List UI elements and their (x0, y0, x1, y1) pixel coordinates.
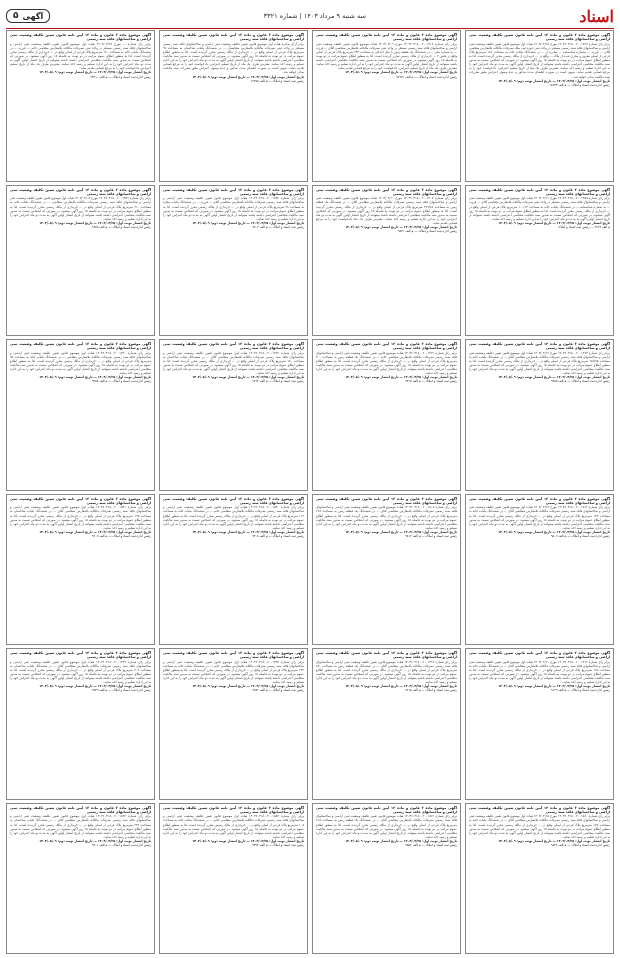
notice-body: برابر رای شماره ۱۴۰۳۶۰۳۱۸۰۰۲۰۰۱۴۷۱ هیات موضوع قانون تعیین تکلیف وضعیت ثبتی اراضی و ساختمانهای فاقد سند رسمی تصرفات مالکانه بلامعارض متقاضی خانم ... در ششدانگ یک قطعه زمین به مساحت ۳۰۰ مترمربع پلاک فرعی از اصلی واقع در ... خریداری از مالک رسمی محرز گردیده است. لذا به منظور اطلاع عموم مراتب در دو نوبت به فاصله ۱۵ روز آگهی میشود. در صورتی که اشخاص نسبت به صدور سند مالکیت متقاضی اعتراضی داشته باشند میتوانند از تاریخ انتشار اولین آگهی به مدت دو ماه اعتراض خود را به این اداره تسلیم و رسید اخذ نمایند. (316, 350, 457, 376)
notice-title: آگهی موضوع ماده ۳ قانون و ماده ۱۳ آیین نامه قانون تعیین تکلیف وضعیت ثبتی اراضی و ساختمانهای فاقد سند رسمی (316, 496, 458, 505)
notice-dates: تاریخ انتشار نوبت اول: ۱۴۰۳/۰۴/۲۵ — تاریخ انتشار نوبت دوم: ۱۴۰۳/۰۵/۰۹ (192, 838, 304, 843)
legal-notice (159, 30, 308, 182)
legal-notice (312, 185, 461, 337)
section-badge (6, 9, 50, 23)
notice-body: برابر رای شماره ۱۴۰۳۶۰۳۱۸۰۰۲۰۰۱۴۹۳ مورخ ۱۴۰۳/۰۴/۱۲ هیات اول موضوع قانون تعیین تکلیف وضعیت ثبتی اراضی و ساختمانهای فاقد سند رسمی تصرفات مالکانه بلامعارض متقاضی آقای ... در ششدانگ یکباب خانه به مساحت ۱۵۶/۷۵ مترمربع پلاک فرعی از اصلی واقع در ... خریداری از مالک رسمی محرز گردیده است. لذا به منظور اطلاع عموم مراتب در دو نوبت به فاصله ۱۵ روز آگهی میشود. در صورتی که اشخاص نسبت به صدور سند مالکیت متقاضی اعتراضی داشته باشند میتوانند از تاریخ انتشار اولین آگهی به مدت دو ماه اعتراض خود را به این اداره تسلیم و رسید اخذ نمایند. (469, 350, 611, 376)
notice-body: برابر رای شماره ۱۴۰۳۶۰۳۱۸۰۰۲۰۰۱۳۵۹ مورخ ۱۴۰۳/۰۴/۰۸ هیات اول موضوع قانون تعیین تکلیف وضعیت ثبتی اراضی و ساختمانهای فاقد سند رسمی تصرفات مالکانه بلامعارض متقاضی ... در ششدانگ یکباب خانه به مساحت ۲۱۰ مترمربع پلاک فرعی از اصلی واقع در ... خریداری از مالک رسمی محرز گردیده است. لذا به منظور اطلاع عموم مراتب در دو نوبت به فاصله ۱۵ روز آگهی میشود. در صورتی که اشخاص نسبت به صدور سند مالکیت متقاضی اعتراضی داشته باشند میتوانند از تاریخ انتشار اولین آگهی به مدت دو ماه اعتراض خود را به این اداره تسلیم و رسید اخذ نمایند. (10, 196, 151, 221)
notice-signature: رئیس اداره ثبت اسناد و املاک — م الف ۹۶۸۸ (91, 224, 151, 229)
notice-signature: رئیس اداره ثبت اسناد و املاک — م الف ۹۴۵۵ (550, 379, 610, 384)
notice-signature: رئیس اداره ثبت اسناد و املاک — م الف ۹۵۳۱ (397, 229, 457, 234)
notice-body: برابر رای شماره ۱۴۰۳۶۰۳۱۸۰۰۲۰۰۱۵۷۱ هیات موضوع قانون تعیین تکلیف وضعیت ثبتی اراضی و ساختمانهای فاقد سند رسمی تصرفات مالکانه بلامعارض متقاضی آقای ... در ششدانگ یک قطعه زمین به مساحت ۲۱۵ مترمربع پلاک فرعی از اصلی واقع در ... خریداری از مالک رسمی محرز گردیده است. لذا به منظور اطلاع عموم مراتب در دو نوبت به فاصله ۱۵ روز آگهی میشود. در صورتی که اشخاص نسبت به صدور سند مالکیت متقاضی اعتراضی داشته باشند میتوانند از تاریخ انتشار اولین آگهی به مدت دو ماه اعتراض خود را به این اداره تسلیم و رسید اخذ نمایند. (316, 814, 457, 839)
notice-body: برابر رای شماره ۱۴۰۳۶۰۳۱۸۰۰۲۰۰۱۵۶۰ مورخ ۱۴۰۳/۰۴/۱۵ هیات اول موضوع قانون تعیین تکلیف وضعیت ثبتی اراضی و ساختمانهای فاقد سند رسمی تصرفات مالکانه بلامعارض متقاضی آقای ... در ششدانگ یکباب خانه به مساحت ۱۷۸ مترمربع پلاک فرعی از اصلی واقع در ... خریداری از مالک رسمی محرز گردیده است. لذا به منظور اطلاع عموم مراتب در دو نوبت به فاصله ۱۵ روز آگهی میشود. در صورتی که اشخاص نسبت به صدور سند مالکیت متقاضی اعتراضی داشته باشند میتوانند از تاریخ انتشار اولین آگهی به مدت دو ماه اعتراض خود را به این اداره تسلیم و رسید اخذ نمایند. (469, 814, 610, 839)
notice-dates: تاریخ انتشار نوبت اول: ۱۴۰۳/۰۴/۲۵ — تاریخ انتشار نوبت دوم: ۱۴۰۳/۰۵/۰۹ (39, 375, 151, 380)
notice-dates: تاریخ انتشار نوبت اول: ۱۴۰۳/۰۴/۲۵ — تاریخ انتشار نوبت دوم: ۱۴۰۳/۰۵/۰۹ (345, 70, 457, 75)
notice-title: آگهی موضوع ماده ۳ قانون و ماده ۱۳ آیین نامه قانون تعیین تکلیف وضعیت ثبتی اراضی و ساختمانهای فاقد سند رسمی (316, 187, 458, 196)
notice-body: برابر رای شماره ۱۴۰۳۶۰۳۱۸۰۰۲۰۰۱۵۳۰ هیات اول موضوع قانون تعیین تکلیف وضعیت ثبتی اراضی و ساختمانهای فاقد سند رسمی تصرفات مالکانه بلامعارض متقاضی خانم ... در ششدانگ یکباب خانه به مساحت ۱۱۲ مترمربع پلاک فرعی از اصلی واقع در ... خریداری از مالک رسمی محرز گردیده است. لذا به منظور اطلاع عموم مراتب در دو نوبت به فاصله ۱۵ روز آگهی میشود. در صورتی که اشخاص نسبت به صدور سند مالکیت متقاضی اعتراضی داشته باشند میتوانند از تاریخ انتشار اولین آگهی به مدت دو ماه اعتراض خود را به این اداره تسلیم و رسید اخذ نمایند. (163, 505, 304, 530)
legal-notice (6, 185, 155, 337)
legal-notice (159, 648, 308, 800)
legal-notice (159, 339, 308, 491)
notice-dates: تاریخ انتشار نوبت اول: ۱۴۰۳/۰۴/۲۵ — تاریخ انتشار نوبت دوم: ۱۴۰۳/۰۵/۰۹ (345, 375, 457, 380)
notice-signature: رئیس اداره ثبت اسناد و املاک — م الف ۹۹۰۱ (91, 842, 151, 847)
notice-dates: تاریخ انتشار نوبت اول: ۱۴۰۳/۰۴/۲۵ — تاریخ انتشار نوبت دوم: ۱۴۰۳/۰۵/۰۹ (39, 70, 151, 75)
legal-notice (159, 803, 308, 955)
notice-signature: رئیس اداره ثبت اسناد و املاک — م الف ۹۴۰۷ (91, 533, 151, 538)
notice-dates: تاریخ انتشار نوبت اول: ۱۴۰۳/۰۴/۲۵ — تاریخ انتشار نوبت دوم: ۱۴۰۳/۰۵/۰۹ (498, 78, 610, 83)
notice-signature: رئیس اداره ثبت اسناد و املاک — م الف ۹۸۴۶ (550, 842, 610, 847)
notice-signature: رئیس ثبت اسناد و املاک — م الف ۹۸۱۲ (405, 533, 457, 538)
notice-dates: تاریخ انتشار نوبت اول: ۱۴۰۳/۰۴/۲۵ — تاریخ انتشار نوبت دوم: ۱۴۰۳/۰۵/۰۹ (39, 838, 151, 843)
notice-body: برابر رای شماره ۱۴۰۳۶۰۳۱۸۰۰۲۰۰۱۵۶۷ مورخ ۱۴۰۳/۰۴/۱۵ هیات اول موضوع قانون تعیین تکلیف وضعیت ثبتی اراضی و ساختمانهای فاقد سند رسمی مستقر در واحد ثبتی حوزه ثبت ملک تصرفات مالکانه بلامعارض متقاضی آقای ... فرزند ... بشماره شناسنامه ... صادره از ... در ششدانگ یکباب خانه به مساحت ۱۸۶ مترمربع پلاک فرعی از اصلی مفروز و مجزی شده از پلاک ... واقع در ... خریداری از مالک رسمی محرز گردیده است. لذا به منظور اطلاع عموم مراتب در دو نوبت به فاصله ۱۵ روز آگهی میشود. در صورتی که اشخاص نسبت به صدور سند مالکیت متقاضی اعتراضی داشته باشند میتوانند از تاریخ انتشار اولین آگهی به مدت دو ماه اعتراض خود را به این اداره تسلیم و رسید اخذ نمایند. معترض ظرف یک ماه از تاریخ تسلیم اعتراض، دادخواست خود را به مرجع قضایی تقدیم نماید. بدیهی است در صورت انقضای مدت مذکور و عدم وصول اعتراض طبق مقررات سند مالکیت صادر خواهد شد. (469, 41, 610, 79)
notice-title: آگهی موضوع ماده ۳ قانون و ماده ۱۳ آیین نامه قانون تعیین تکلیف وضعیت ثبتی اراضی و ساختمانهای فاقد سند رسمی (10, 187, 152, 196)
legal-notice (6, 30, 155, 182)
notice-dates: تاریخ انتشار نوبت اول: ۱۴۰۳/۰۴/۲۵ — تاریخ انتشار نوبت دوم: ۱۴۰۳/۰۵/۰۹ (345, 224, 457, 229)
notice-dates: تاریخ انتشار نوبت اول: ۱۴۰۳/۰۴/۲۵ — تاریخ انتشار نوبت دوم: ۱۴۰۳/۰۵/۰۹ (39, 529, 151, 534)
notice-dates: تاریخ انتشار نوبت اول: ۱۴۰۳/۰۴/۲۵ — تاریخ انتشار نوبت دوم: ۱۴۰۳/۰۵/۰۹ (192, 220, 304, 225)
notice-title: آگهی موضوع ماده ۳ قانون و ماده ۱۳ آیین نامه قانون تعیین تکلیف وضعیت ثبتی اراضی و ساختمانهای فاقد سند رسمی (316, 651, 458, 660)
legal-notice (312, 339, 461, 491)
notice-signature: رئیس ثبت اسناد و املاک — م الف ۹۶۹۴ (252, 379, 304, 384)
legal-notice (6, 803, 155, 955)
notice-signature: رئیس اداره ثبت اسناد و املاک — م الف ۹۷۳۹ (91, 688, 151, 693)
legal-notice (465, 339, 614, 491)
legal-notice (465, 185, 614, 337)
notice-dates: تاریخ انتشار نوبت اول: ۱۴۰۳/۰۴/۲۵ — تاریخ انتشار نوبت دوم: ۱۴۰۳/۰۵/۰۹ (192, 74, 304, 79)
legal-notice (465, 494, 614, 646)
notice-dates: تاریخ انتشار نوبت اول: ۱۴۰۳/۰۴/۲۵ — تاریخ انتشار نوبت دوم: ۱۴۰۳/۰۵/۰۹ (498, 838, 610, 843)
notice-body: برابر رای شماره ۱۴۰۳۶۰۳۱۸۰۰۲۰۰۱۴۳۸ هیات اول موضوع قانون تعیین تکلیف وضعیت ثبتی اراضی و ساختمانهای فاقد سند رسمی تصرفات مالکانه بلامعارض متقاضی خانم ... در ششدانگ یکباب خانه به مساحت ۱۳۲ مترمربع پلاک فرعی از اصلی واقع در ... خریداری از مالک رسمی محرز گردیده است. لذا به منظور اطلاع عموم مراتب در دو نوبت به فاصله ۱۵ روز آگهی میشود. در صورتی که اشخاص نسبت به صدور سند مالکیت متقاضی اعتراضی داشته باشند میتوانند از تاریخ انتشار اولین آگهی به مدت دو ماه اعتراض خود را به این اداره تسلیم و رسید اخذ نمایند. (163, 659, 304, 685)
legal-notice (159, 494, 308, 646)
notice-dates: تاریخ انتشار نوبت اول: ۱۴۰۳/۰۴/۲۵ — تاریخ انتشار نوبت دوم: ۱۴۰۳/۰۵/۰۹ (498, 529, 610, 534)
notice-signature: رئیس ثبت اسناد و املاک — م الف ۹۳۰۸ (252, 533, 304, 538)
notice-signature: رئیس اداره ثبت اسناد و املاک — م الف ۹۴۲۱۰ (90, 74, 151, 79)
notice-signature: رئیس اداره ثبت اسناد و املاک — م الف ۹۱۲۹ (550, 688, 610, 693)
notice-title: آگهی موضوع ماده ۳ قانون و ماده ۱۳ آیین نامه قانون تعیین تکلیف وضعیت ثبتی اراضی و ساختمانهای فاقد سند رسمی (469, 651, 611, 660)
notice-signature: رئیس ثبت اسناد و املاک — م الف ۹۲۸۲ (252, 688, 304, 693)
notice-signature: رئیس اداره ثبت اسناد و املاک — م الف ۹۲۵۸ (91, 379, 151, 384)
notice-body: برابر رای شماره ۱۴۰۳۶۰۳۱۸۰۰۲۰۰۱۵۸۴ هیات اول موضوع قانون تعیین تکلیف وضعیت ثبتی اراضی و ساختمانهای فاقد سند رسمی تصرفات مالکانه بلامعارض متقاضی خانم ... در ششدانگ یکباب خانه به مساحت ۱۰۸ مترمربع پلاک فرعی از اصلی واقع در ... خریداری از مالک رسمی محرز گردیده است. لذا به منظور اطلاع عموم مراتب در دو نوبت به فاصله ۱۵ روز آگهی میشود. در صورتی که اشخاص نسبت به صدور سند مالکیت متقاضی اعتراضی داشته باشند میتوانند از تاریخ انتشار اولین آگهی به مدت دو ماه اعتراض خود را به این اداره تسلیم و رسید اخذ نمایند. (163, 814, 304, 839)
notice-body: برابر رای شماره ۱۴۰۳۶۰۳۱۸۰۰۲۰۰۱۴۴۹ هیات اول موضوع قانون تعیین تکلیف وضعیت ثبتی اراضی و ساختمانهای فاقد سند رسمی تصرفات مالکانه بلامعارض متقاضی آقای ... در ششدانگ یکباب ساختمان به مساحت ۲۰۴ مترمربع پلاک فرعی از اصلی واقع در ... خریداری از مالک رسمی محرز گردیده است. لذا به منظور اطلاع عموم مراتب در دو نوبت به فاصله ۱۵ روز آگهی میشود. در صورتی که اشخاص نسبت به صدور سند مالکیت متقاضی اعتراضی داشته باشند میتوانند از تاریخ انتشار اولین آگهی به مدت دو ماه اعتراض خود را به این اداره تسلیم و رسید اخذ نمایند. (10, 659, 151, 685)
notice-dates: تاریخ انتشار نوبت اول: ۱۴۰۳/۰۴/۲۵ — تاریخ انتشار نوبت دوم: ۱۴۰۳/۰۵/۰۹ (345, 684, 457, 689)
notice-dates: تاریخ انتشار نوبت اول: ۱۴۰۳/۰۴/۲۵ — تاریخ انتشار نوبت دوم: ۱۴۰۳/۰۵/۰۹ (39, 220, 151, 225)
notice-title: آگهی موضوع ماده ۳ قانون و ماده ۱۳ آیین نامه قانون تعیین تکلیف وضعیت ثبتی اراضی و ساختمانهای فاقد سند رسمی (10, 496, 152, 505)
page-header (6, 4, 614, 29)
legal-notice (6, 648, 155, 800)
notice-signature: رئیس اداره ثبت اسناد و املاک — م الف ۹۷۶۲۱ (396, 74, 457, 79)
notice-title: آگهی موضوع ماده ۳ قانون و ماده ۱۳ آیین نامه قانون تعیین تکلیف وضعیت ثبتی اراضی و ساختمانهای فاقد سند رسمی (10, 805, 152, 814)
legal-notice (465, 648, 614, 800)
legal-notice (6, 339, 155, 491)
notice-dates: تاریخ انتشار نوبت اول: ۱۴۰۳/۰۴/۲۵ — تاریخ انتشار نوبت دوم: ۱۴۰۳/۰۵/۰۹ (192, 529, 304, 534)
notice-body: برابر رای شماره ۱۴۰۳۶۰۳۱۸۰۰۲۰۰۱۳۶۲ هیات اول موضوع قانون تعیین تکلیف وضعیت ثبتی اراضی و ساختمانهای فاقد سند رسمی تصرفات مالکانه بلامعارض متقاضی آقای ... در ششدانگ یکباب ساختمان به مساحت ۱۸۰ مترمربع پلاک فرعی از اصلی واقع در ... خریداری از مالک رسمی محرز گردیده است. لذا به منظور اطلاع عموم مراتب در دو نوبت به فاصله ۱۵ روز آگهی میشود. در صورتی که اشخاص نسبت به صدور سند مالکیت متقاضی اعتراضی داشته باشند میتوانند از تاریخ انتشار اولین آگهی به مدت دو ماه اعتراض خود را به این اداره تسلیم و رسید اخذ نمایند. (163, 350, 304, 376)
notice-dates: تاریخ انتشار نوبت اول: ۱۴۰۳/۰۴/۲۵ — تاریخ انتشار نوبت دوم: ۱۴۰۳/۰۵/۰۹ (498, 220, 610, 225)
issue-line: سه شنبه ۹ مرداد ۱۴۰۳ | شماره ۳۳۲۱ (263, 12, 366, 20)
newspaper-logo: اسناد (579, 6, 614, 26)
notice-body: برابر رای شماره ۱۴۰۳۶۰۳۱۸۰۰۲۰۰۱۳۹۰ هیات اول موضوع قانون تعیین تکلیف وضعیت ثبتی اراضی و ساختمانهای فاقد سند رسمی تصرفات مالکانه بلامعارض متقاضی ... در ششدانگ یکباب خانه به مساحت ۹۵ مترمربع پلاک فرعی از اصلی واقع در ... خریداری از مالک رسمی محرز گردیده است. لذا به منظور اطلاع عموم مراتب در دو نوبت به فاصله ۱۵ روز آگهی میشود. در صورتی که اشخاص نسبت به صدور سند مالکیت متقاضی اعتراضی داشته باشند میتوانند از تاریخ انتشار اولین آگهی به مدت دو ماه اعتراض خود را به این اداره تسلیم و رسید اخذ نمایند. (10, 350, 151, 376)
notice-dates: تاریخ انتشار نوبت اول: ۱۴۰۳/۰۴/۲۵ — تاریخ انتشار نوبت دوم: ۱۴۰۳/۰۵/۰۹ (345, 529, 457, 534)
notice-title: آگهی موضوع ماده ۳ قانون و ماده ۱۳ آیین نامه قانون تعیین تکلیف وضعیت ثبتی اراضی و ساختمانهای فاقد سند رسمی (10, 342, 152, 351)
notice-body: برابر رای شماره ۱۴۰۳۶۰۳۱۸۰۰۲۰۰۱۳۸۲ هیات اول موضوع قانون تعیین تکلیف وضعیت ثبتی اراضی و ساختمانهای فاقد سند رسمی تصرفات مالکانه بلامعارض متقاضی آقای ... فرزند ... در ششدانگ یکباب مغازه به مساحت ۴۸ مترمربع پلاک فرعی از اصلی واقع در ... خریداری از مالک رسمی محرز گردیده است. لذا به منظور اطلاع عموم مراتب در دو نوبت به فاصله ۱۵ روز آگهی میشود. در صورتی که اشخاص نسبت به صدور سند مالکیت متقاضی اعتراضی داشته باشند میتوانند از تاریخ انتشار اولین آگهی به مدت دو ماه اعتراض خود را به این اداره تسلیم و رسید اخذ نمایند. (163, 196, 305, 221)
legal-notice (312, 803, 461, 955)
notice-title: آگهی موضوع ماده ۳ قانون و ماده ۱۳ آیین نامه قانون تعیین تکلیف وضعیت ثبتی اراضی و ساختمانهای فاقد سند رسمی (469, 805, 611, 814)
notice-dates: تاریخ انتشار نوبت اول: ۱۴۰۳/۰۴/۲۵ — تاریخ انتشار نوبت دوم: ۱۴۰۳/۰۵/۰۹ (192, 375, 304, 380)
notice-body: برابر رای شماره ۱۴۰۳۶۰۳۱۸۰۰۲۰۰۱۴۲۶ هیات موضوع قانون تعیین تکلیف وضعیت ثبتی اراضی و ساختمانهای فاقد سند رسمی تصرفات مالکانه بلامعارض متقاضی آقای ... در ششدانگ یک قطعه زمین به مساحت ۲۵۰ مترمربع پلاک فرعی از اصلی واقع در ... خریداری از مالک رسمی محرز گردیده است. لذا به منظور اطلاع عموم مراتب در دو نوبت به فاصله ۱۵ روز آگهی میشود. در صورتی که اشخاص نسبت به صدور سند مالکیت متقاضی اعتراضی داشته باشند میتوانند از تاریخ انتشار اولین آگهی به مدت دو ماه اعتراض خود را به این اداره تسلیم و رسید اخذ نمایند. (316, 659, 457, 685)
notice-title: آگهی موضوع ماده ۳ قانون و ماده ۱۳ آیین نامه قانون تعیین تکلیف وضعیت ثبتی اراضی و ساختمانهای فاقد سند رسمی (10, 33, 152, 42)
notice-signature: رئیس اداره ثبت اسناد و املاک — م الف ۱۶۸۷۳ (549, 82, 610, 87)
notice-body: برابر رای شماره ۱۴۰۳۶۰۳۱۸۰۰۲۰۰۱۴۱۲ مورخ ۱۴۰۳/۰۴/۱۰ هیات اول موضوع قانون تعیین تکلیف وضعیت ثبتی اراضی و ساختمانهای فاقد سند رسمی تصرفات مالکانه بلامعارض متقاضی آقای ... در ششدانگ یکباب خانه به مساحت ۱۶۵ مترمربع پلاک فرعی از اصلی واقع در ... خریداری از مالک رسمی محرز گردیده است. لذا به منظور اطلاع عموم مراتب در دو نوبت به فاصله ۱۵ روز آگهی میشود. در صورتی که اشخاص نسبت به صدور سند مالکیت متقاضی اعتراضی داشته باشند میتوانند از تاریخ انتشار اولین آگهی به مدت دو ماه اعتراض خود را به این اداره تسلیم و رسید اخذ نمایند. (469, 659, 610, 685)
notice-signature: رئیس ثبت اسناد و املاک — م الف ۱۶۲۷۵ (250, 78, 304, 83)
notice-body: برابر رای شماره ۱۴۰۳۶۰۳۱۸۰۰۲۰۰۱۴۵۵ مورخ ۱۴۰۳/۰۴/۱۱ هیات اول موضوع قانون تعیین تکلیف وضعیت ثبتی اراضی و ساختمانهای فاقد سند رسمی مستقر در واحد ثبتی تصرفات مالکانه بلامعارض متقاضی آقای ... فرزند ... به شماره شناسنامه ... در ششدانگ یکباب خانه به مساحت ۱۰۰/۱۳ مترمربع پلاک فرعی از اصلی واقع در ... خریداری از مالک رسمی محرز گردیده است. لذا به منظور اطلاع عموم مراتب در دو نوبت به فاصله ۱۵ روز آگهی میشود. در صورتی که اشخاص نسبت به صدور سند مالکیت متقاضی اعتراضی داشته باشند میتوانند از تاریخ انتشار اولین آگهی به مدت دو ماه اعتراض خود را به این اداره تسلیم و رسید اخذ نمایند. (469, 196, 610, 221)
legal-notice (312, 30, 461, 182)
notice-title: آگهی موضوع ماده ۳ قانون و ماده ۱۳ آیین نامه قانون تعیین تکلیف وضعیت ثبتی اراضی و ساختمانهای فاقد سند رسمی (316, 342, 458, 351)
notice-title: آگهی موضوع ماده ۳ قانون و ماده ۱۳ آیین نامه قانون تعیین تکلیف وضعیت ثبتی اراضی و ساختمانهای فاقد سند رسمی (163, 342, 305, 351)
legal-notice (312, 494, 461, 646)
legal-notice (465, 30, 614, 182)
notice-signature: رئیس ثبت اسناد و املاک — م الف ۹۵۵۲ (405, 842, 457, 847)
notice-dates: تاریخ انتشار نوبت اول: ۱۴۰۳/۰۴/۲۵ — تاریخ انتشار نوبت دوم: ۱۴۰۳/۰۵/۰۹ (345, 838, 457, 843)
notice-title: آگهی موضوع ماده ۳ قانون و ماده ۱۳ آیین نامه قانون تعیین تکلیف وضعیت ثبتی اراضی و ساختمانهای فاقد سند رسمی (163, 496, 305, 505)
notice-title: آگهی موضوع ماده ۳ قانون و ماده ۱۳ آیین نامه قانون تعیین تکلیف وضعیت ثبتی اراضی و ساختمانهای فاقد سند رسمی (163, 187, 305, 196)
notice-signature: رئیس ثبت اسناد و املاک — م الف ۹۳۷۴ (252, 842, 304, 847)
notice-signature: م الف ۹۲۶۴ — رئیس ثبت اسناد و املاک (558, 224, 610, 229)
notice-title: آگهی موضوع ماده ۳ قانون و ماده ۱۳ آیین نامه قانون تعیین تکلیف وضعیت ثبتی اراضی و ساختمانهای فاقد سند رسمی (469, 496, 611, 505)
ads-grid (6, 30, 614, 954)
notice-dates: تاریخ انتشار نوبت اول: ۱۴۰۳/۰۴/۲۵ — تاریخ انتشار نوبت دوم: ۱۴۰۳/۰۵/۰۹ (192, 684, 304, 689)
notice-dates: تاریخ انتشار نوبت اول: ۱۴۰۳/۰۴/۲۵ — تاریخ انتشار نوبت دوم: ۱۴۰۳/۰۵/۰۹ (498, 684, 610, 689)
notice-title: آگهی موضوع ماده ۳ قانون و ماده ۱۳ آیین نامه قانون تعیین تکلیف وضعیت ثبتی اراضی و ساختمانهای فاقد سند رسمی (469, 187, 611, 196)
notice-body: برابر رای شماره ۱۴۰۳۶۰۳۱۸۰۰۲۰۰۱۴۰۷ مورخ ۱۴۰۳/۰۴/۱۰ هیات موضوع قانون تعیین تکلیف وضعیت ثبتی اراضی و ساختمانهای فاقد سند رسمی تصرفات مالکانه بلامعارض متقاضی آقای ... در ششدانگ یک قطعه زمین به مساحت ۲۲۹/۸۶ مترمربع پلاک فرعی از اصلی واقع در ... خریداری از مالک رسمی محرز گردیده است. لذا به منظور اطلاع عموم مراتب در دو نوبت به فاصله ۱۵ روز آگهی میشود. در صورتی که اشخاص نسبت به صدور سند مالکیت متقاضی اعتراضی داشته باشند میتوانند از تاریخ انتشار اولین آگهی به مدت دو ماه اعتراض خود را به این اداره تسلیم و رسید اخذ نمایند. معترض ظرف یک ماه دادخواست خود را به مرجع قضایی تقدیم نماید. (316, 196, 458, 225)
notice-body: برابر رای شماره ۱۴۰۳۶۰۳۱۸۰۰۲۰۰۱۵۴۱ هیات اول موضوع قانون تعیین تکلیف وضعیت ثبتی اراضی و ساختمانهای فاقد سند رسمی تصرفات مالکانه بلامعارض متقاضی آقای ... در ششدانگ یکباب ساختمان به مساحت ۱۹۸ مترمربع پلاک فرعی از اصلی واقع در ... خریداری از مالک رسمی محرز گردیده است. لذا به منظور اطلاع عموم مراتب در دو نوبت به فاصله ۱۵ روز آگهی میشود. در صورتی که اشخاص نسبت به صدور سند مالکیت متقاضی اعتراضی داشته باشند میتوانند از تاریخ انتشار اولین آگهی به مدت دو ماه اعتراض خود را به این اداره تسلیم و رسید اخذ نمایند. (10, 505, 151, 530)
notice-body: برابر رای شماره ... مورخ ۱۴۰۳/۰۳/۲۸ هیات اول موضوع قانون تعیین تکلیف وضعیت ثبتی اراضی و ساختمانهای فاقد سند رسمی مستقر در واحد ثبتی تصرفات مالکانه بلامعارض متقاضی خانم ... فرزند ... در ششدانگ یکباب خانه به مساحت ۱۲۰ مترمربع پلاک فرعی از اصلی واقع در ... خریداری از مالک رسمی محرز گردیده است. لذا به منظور اطلاع عموم مراتب در دو نوبت به فاصله ۱۵ روز آگهی میشود. در صورتی که اشخاص نسبت به صدور سند مالکیت متقاضی اعتراضی داشته باشند میتوانند از تاریخ انتشار اولین آگهی به مدت دو ماه اعتراض خود را به این اداره تسلیم و رسید اخذ نمایند. معترض ظرف یک ماه از تاریخ تسلیم اعتراض، دادخواست خود را به مرجع قضایی تقدیم نماید. (10, 41, 152, 71)
notice-title: آگهی موضوع ماده ۳ قانون و ماده ۱۳ آیین نامه قانون تعیین تکلیف وضعیت ثبتی اراضی و ساختمانهای فاقد سند رسمی (10, 651, 152, 660)
notice-body: برابر رای شماره ۱۴۰۳۶۰۳۱۸۰۰۲۰۰۱۵۹۲ هیات اول موضوع قانون تعیین تکلیف وضعیت ثبتی اراضی و ساختمانهای فاقد سند رسمی تصرفات مالکانه بلامعارض متقاضی آقای ... در ششدانگ یکباب ساختمان به مساحت ۲۳۶ مترمربع پلاک فرعی از اصلی واقع در ... خریداری از مالک رسمی محرز گردیده است. لذا به منظور اطلاع عموم مراتب در دو نوبت به فاصله ۱۵ روز آگهی میشود. در صورتی که اشخاص نسبت به صدور سند مالکیت متقاضی اعتراضی داشته باشند میتوانند از تاریخ انتشار اولین آگهی به مدت دو ماه اعتراض خود را به این اداره تسلیم و رسید اخذ نمایند. (10, 814, 151, 839)
notice-body: برابر رای شماره ۱۴۰۳۶۰۳۱۸۰۰۲۰۰۱۲۱۸ مورخ ۱۴۰۳/۰۴/۰۹ هیات موضوع قانون تعیین تکلیف وضعیت ثبتی اراضی و ساختمانهای فاقد سند رسمی مستقر در واحد ثبتی تصرفات مالکانه بلامعارض متقاضی آقای ... فرزند ... به شماره ملی ... در ششدانگ یک قطعه زمین با بنای احداثی به مساحت ۲۴۳ مترمربع پلاک فرعی از اصلی واقع در بخش ۲ ... خریداری از مالک رسمی محرز گردیده است. لذا به منظور اطلاع عموم مراتب در دو نوبت به فاصله ۱۵ روز آگهی میشود. در صورتی که اشخاص نسبت به صدور سند مالکیت متقاضی اعتراضی داشته باشند میتوانند از تاریخ انتشار اولین آگهی به مدت دو ماه اعتراض خود را به این اداره تسلیم و رسید اخذ نمایند. معترض ظرف یک ماه از تاریخ تسلیم اعتراض، دادخواست خود را به مرجع قضایی تقدیم نماید. (316, 41, 457, 71)
notice-title: آگهی موضوع ماده ۳ قانون و ماده ۱۳ آیین نامه قانون تعیین تکلیف وضعیت ثبتی اراضی و ساختمانهای فاقد سند رسمی (316, 805, 458, 814)
notice-signature: رئیس ثبت اسناد و املاک — م الف ۹۳۱۷ (405, 379, 457, 384)
legal-notice (159, 185, 308, 337)
notice-title: آگهی موضوع ماده ۳ قانون و ماده ۱۳ آیین نامه قانون تعیین تکلیف وضعیت ثبتی اراضی و ساختمانهای فاقد سند رسمی (163, 33, 305, 42)
notice-dates: تاریخ انتشار نوبت اول: ۱۴۰۳/۰۴/۲۵ — تاریخ انتشار نوبت دوم: ۱۴۰۳/۰۵/۰۹ (498, 375, 610, 380)
notice-signature: رئیس اداره ثبت اسناد و املاک — م الف ۹۵۰۶ (550, 533, 610, 538)
notice-title: آگهی موضوع ماده ۳ قانون و ماده ۱۳ آیین نامه قانون تعیین تکلیف وضعیت ثبتی اراضی و ساختمانهای فاقد سند رسمی (163, 805, 305, 814)
legal-notice (465, 803, 614, 955)
notice-signature: رئیس ثبت اسناد و املاک — م الف ۹۷۰۲ (252, 224, 304, 229)
legal-notice (312, 648, 461, 800)
notice-title: آگهی موضوع ماده ۳ قانون و ماده ۱۳ آیین نامه قانون تعیین تکلیف وضعیت ثبتی اراضی و ساختمانهای فاقد سند رسمی (469, 342, 611, 351)
notice-body: برابر آرای صادره هیات اول موضوع قانون تعیین تکلیف وضعیت ثبتی اراضی و ساختمانهای فاقد سند رسمی مستقر در واحد ثبتی تصرفات مالکانه بلامعارض متقاضیان ... در ششدانگ یکباب ساختمان به مساحت ۹۷ مترمربع پلاک فرعی از اصلی واقع در ... خریداری از مالک رسمی محرز گردیده است. لذا به منظور اطلاع عموم مراتب در دو نوبت به فاصله ۱۵ روز آگهی میشود. در صورتی که اشخاص نسبت به صدور سند مالکیت متقاضی اعتراضی داشته باشند میتوانند از تاریخ انتشار اولین آگهی به مدت دو ماه اعتراض خود را به این اداره تسلیم و رسید اخذ نمایند. معترض ظرف یک ماه از تاریخ تسلیم اعتراض، دادخواست خود را به مرجع قضایی تقدیم نماید. بدیهی است در صورت انقضای مدت مذکور و عدم وصول اعتراض طبق مقررات سند مالکیت صادر خواهد شد. (163, 41, 304, 75)
notice-dates: تاریخ انتشار نوبت اول: ۱۴۰۳/۰۴/۲۵ — تاریخ انتشار نوبت دوم: ۱۴۰۳/۰۵/۰۹ (39, 684, 151, 689)
notice-title: آگهی موضوع ماده ۳ قانون و ماده ۱۳ آیین نامه قانون تعیین تکلیف وضعیت ثبتی اراضی و ساختمانهای فاقد سند رسمی (163, 651, 305, 660)
notice-body: برابر رای شماره ۱۴۰۳۶۰۳۱۸۰۰۲۰۰۱۵۱۲ مورخ ۱۴۰۳/۰۴/۱۳ هیات اول موضوع قانون تعیین تکلیف وضعیت ثبتی اراضی و ساختمانهای فاقد سند رسمی تصرفات مالکانه بلامعارض متقاضی آقای ... در ششدانگ یکباب خانه به مساحت ۱۴۳ مترمربع پلاک فرعی از اصلی واقع در ... خریداری از مالک رسمی محرز گردیده است. لذا به منظور اطلاع عموم مراتب در دو نوبت به فاصله ۱۵ روز آگهی میشود. در صورتی که اشخاص نسبت به صدور سند مالکیت متقاضی اعتراضی داشته باشند میتوانند از تاریخ انتشار اولین آگهی به مدت دو ماه اعتراض خود را به این اداره تسلیم و رسید اخذ نمایند. (469, 505, 610, 530)
page-number: ۵ (13, 11, 19, 21)
notice-body: برابر رای شماره ۱۴۰۳۶۰۳۱۸۰۰۲۰۰۱۵۰۸ هیات موضوع قانون تعیین تکلیف وضعیت ثبتی اراضی و ساختمانهای فاقد سند رسمی تصرفات مالکانه بلامعارض متقاضی آقای ... در ششدانگ یک قطعه زمین به مساحت ۲۶۸ مترمربع پلاک فرعی از اصلی واقع در ... خریداری از مالک رسمی محرز گردیده است. لذا به منظور اطلاع عموم مراتب در دو نوبت به فاصله ۱۵ روز آگهی میشود. در صورتی که اشخاص نسبت به صدور سند مالکیت متقاضی اعتراضی داشته باشند میتوانند از تاریخ انتشار اولین آگهی به مدت دو ماه اعتراض خود را به این اداره تسلیم و رسید اخذ نمایند. (316, 505, 457, 530)
section-label: آگهی (22, 11, 44, 21)
legal-notice (6, 494, 155, 646)
notice-title: آگهی موضوع ماده ۳ قانون و ماده ۱۳ آیین نامه قانون تعیین تکلیف وضعیت ثبتی اراضی و ساختمانهای فاقد سند رسمی (469, 33, 611, 42)
notice-title: آگهی موضوع ماده ۳ قانون و ماده ۱۳ آیین نامه قانون تعیین تکلیف وضعیت ثبتی اراضی و ساختمانهای فاقد سند رسمی (316, 33, 458, 42)
notice-signature: رئیس ثبت اسناد و املاک — م الف ۹۶۱۵ (405, 688, 457, 693)
